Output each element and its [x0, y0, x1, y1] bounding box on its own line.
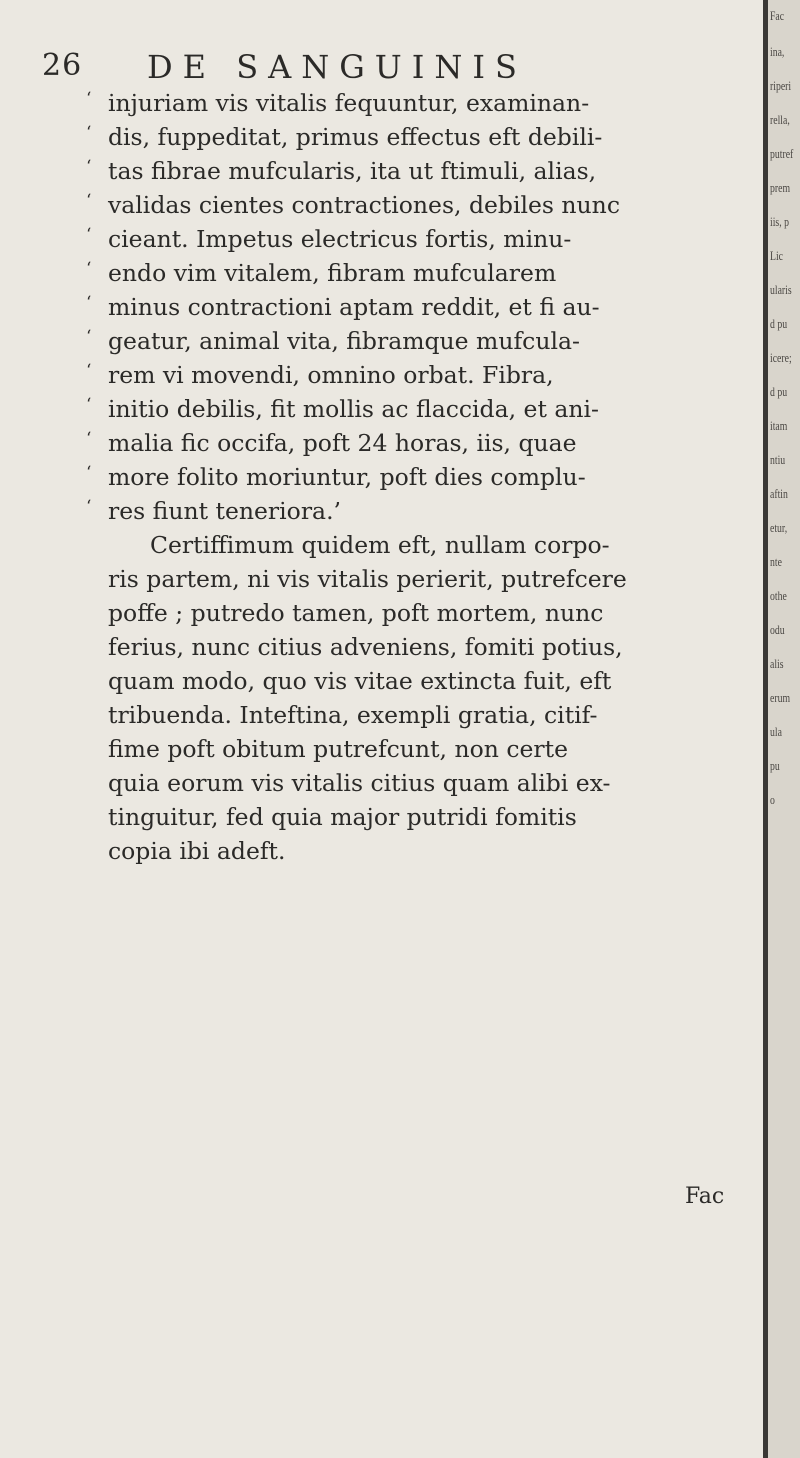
quoted-line — [86, 358, 748, 392]
next-page-fragment: pu — [770, 758, 780, 773]
next-page-fragment: aftin — [770, 486, 788, 501]
next-page-edge — [768, 0, 800, 1458]
quote-mark: ‘ — [86, 361, 92, 381]
paragraph-line: quam modo, quo vis vitae extincta fuit, eft — [108, 667, 612, 695]
next-page-fragment: ntiu — [770, 452, 786, 467]
paragraph-line: fime poft obitum putrefcunt, non certe — [108, 735, 568, 763]
quoted-line — [86, 460, 748, 494]
next-page-fragment: erum — [770, 690, 791, 705]
next-page-fragment: d pu — [770, 316, 788, 331]
next-page-fragment: rella, — [770, 112, 790, 127]
quoted-line — [86, 120, 748, 154]
quote-mark: ‘ — [86, 123, 92, 143]
quoted-line — [86, 222, 748, 256]
next-page-fragment: Fac — [770, 8, 785, 23]
quoted-line — [86, 494, 748, 528]
next-page-fragment: ularis — [770, 282, 792, 297]
line-text: cieant. Impetus electricus fortis, minu- — [108, 225, 572, 253]
line-text: initio debilis, fit mollis ac flaccida, et ani- — [108, 395, 599, 423]
line-text: res fiunt teneriora.’ — [108, 497, 342, 525]
quote-mark: ‘ — [86, 497, 92, 517]
paragraph-line: quia eorum vis vitalis citius quam alibi ex- — [108, 769, 611, 797]
next-page-fragment: putref — [770, 146, 794, 161]
line-text: rem vi movendi, omnino orbat. Fibra, — [108, 361, 554, 389]
paragraph-line: ris partem, ni vis vitalis perierit, putrefcere — [108, 565, 627, 593]
line-text: more folito moriuntur, poft dies complu- — [108, 463, 586, 491]
next-page-fragment: ula — [770, 724, 782, 739]
next-page-fragment: Lic — [770, 248, 783, 263]
quote-mark: ‘ — [86, 259, 92, 279]
next-page-fragment: d pu — [770, 384, 788, 399]
next-page-fragment: o — [770, 792, 775, 807]
line-text: tas fibrae mufcularis, ita ut ftimuli, alias, — [108, 157, 597, 185]
quote-mark: ‘ — [86, 395, 92, 415]
paragraph-line: copia ibi adeft. — [108, 837, 286, 865]
next-page-fragment: icere; — [770, 350, 792, 365]
page-number: 26 — [42, 48, 83, 83]
body-text — [86, 86, 748, 868]
next-page-fragment: etur, — [770, 520, 788, 535]
quoted-line — [86, 86, 748, 120]
line-text: validas cientes contractiones, debiles nunc — [108, 191, 620, 219]
line-text: endo vim vitalem, fibram mufcularem — [108, 259, 557, 287]
next-page-fragment: odu — [770, 622, 785, 637]
quote-mark: ‘ — [86, 225, 92, 245]
next-page-fragment: alis — [770, 656, 784, 671]
quote-mark: ‘ — [86, 429, 92, 449]
running-title: DE SANGUINIS — [147, 48, 527, 86]
quoted-line — [86, 188, 748, 222]
catchword: Fac — [685, 1184, 725, 1209]
quote-mark: ‘ — [86, 191, 92, 211]
quoted-line — [86, 154, 748, 188]
next-page-fragment: othe — [770, 588, 787, 603]
quote-mark: ‘ — [86, 157, 92, 177]
page-header — [42, 48, 742, 88]
paragraph-line: tinguitur, fed quia major putridi fomitis — [108, 803, 577, 831]
quoted-line — [86, 290, 748, 324]
quoted-line — [86, 256, 748, 290]
line-text: injuriam vis vitalis fequuntur, examinan- — [108, 89, 590, 117]
line-text: minus contractioni aptam reddit, et fi au- — [108, 293, 600, 321]
next-page-fragment: nte — [770, 554, 782, 569]
quoted-line — [86, 392, 748, 426]
paragraph-line: ferius, nunc citius adveniens, fomiti potius, — [108, 633, 623, 661]
next-page-fragment: riperi — [770, 78, 792, 93]
line-text: dis, fuppeditat, primus effectus eft debili- — [108, 123, 603, 151]
quote-mark: ‘ — [86, 463, 92, 483]
paragraph-line: tribuenda. Inteftina, exempli gratia, citif- — [108, 701, 598, 729]
next-page-fragment: iis, p — [770, 214, 789, 229]
next-page-fragment: prem — [770, 180, 791, 195]
line-text: geatur, animal vita, fibramque mufcula- — [108, 327, 580, 355]
quoted-line — [86, 426, 748, 460]
quote-mark: ‘ — [86, 293, 92, 313]
quote-mark: ‘ — [86, 327, 92, 347]
paragraph-line: poffe ; putredo tamen, poft mortem, nunc — [108, 599, 604, 627]
quote-mark: ‘ — [86, 89, 92, 109]
line-text: malia fic occifa, poft 24 horas, iis, quae — [108, 429, 577, 457]
quoted-line — [86, 324, 748, 358]
next-page-fragment: itam — [770, 418, 788, 433]
next-page-fragment: ina, — [770, 44, 785, 59]
paragraph-line: Certiffimum quidem eft, nullam corpo- — [150, 531, 610, 559]
